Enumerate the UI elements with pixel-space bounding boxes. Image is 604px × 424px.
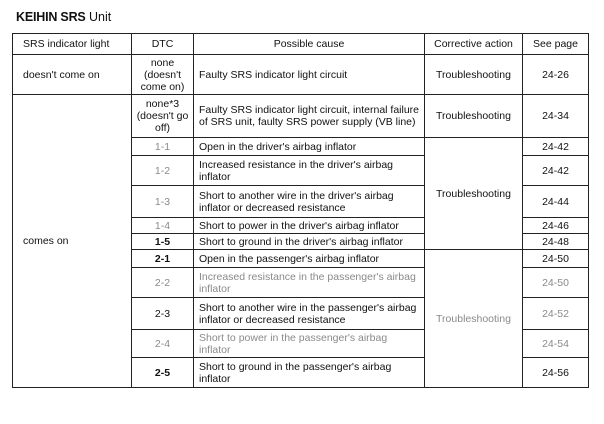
page-cell: 24-56 [523,358,589,388]
page-cell: 24-44 [523,186,589,218]
dtc-cell: 1-4 [132,218,194,234]
dtc-cell: 1-1 [132,138,194,156]
cause-cell: Open in the passenger's airbag inflator [194,250,425,268]
light-state-off: doesn't come on [13,55,132,95]
cause-cell: Faulty SRS indicator light circuit, internal failure of SRS unit, faulty SRS power supply (VB line) [194,95,425,138]
table-row [13,55,589,95]
header-corrective-action: Corrective action [425,34,523,55]
cause-cell: Short to ground in the passenger's airbag inflator [194,358,425,388]
heading-suffix: Unit [85,10,112,24]
cause-cell: Short to power in the passenger's airbag inflator [194,330,425,358]
page-cell: 24-48 [523,234,589,250]
page-cell: 24-50 [523,268,589,298]
dtc-cell: none*3 (doesn't go off) [132,95,194,138]
cause-cell: Short to ground in the driver's airbag inflator [194,234,425,250]
page-cell: 24-46 [523,218,589,234]
heading-brand: KEIHIN SRS [16,10,86,24]
document-heading [16,10,111,24]
page-cell: 24-34 [523,95,589,138]
srs-dtc-table [12,33,589,388]
cause-cell: Short to another wire in the driver's airbag inflator or decreased resistance [194,186,425,218]
cause-cell: Short to power in the driver's airbag inflator [194,218,425,234]
dtc-cell: 1-3 [132,186,194,218]
cause-cell: Increased resistance in the driver's airbag inflator [194,156,425,186]
page-cell: 24-54 [523,330,589,358]
header-see-page: See page [523,34,589,55]
cause-cell: Short to another wire in the passenger's airbag inflator or decreased resistance [194,298,425,330]
page-cell: 24-50 [523,250,589,268]
dtc-cell: 1-5 [132,234,194,250]
action-cell-driver: Troubleshooting [425,138,523,250]
dtc-cell: 2-1 [132,250,194,268]
light-state-on: comes on [13,95,132,388]
header-possible-cause: Possible cause [194,34,425,55]
page-cell: 24-42 [523,138,589,156]
dtc-cell: 2-5 [132,358,194,388]
dtc-cell: 2-4 [132,330,194,358]
dtc-cell: none (doesn't come on) [132,55,194,95]
table-header-row [13,34,589,55]
cause-cell: Faulty SRS indicator light circuit [194,55,425,95]
page-cell: 24-52 [523,298,589,330]
cause-cell: Open in the driver's airbag inflator [194,138,425,156]
table-row [13,95,589,138]
dtc-cell: 2-3 [132,298,194,330]
header-dtc: DTC [132,34,194,55]
action-cell: Troubleshooting [425,95,523,138]
header-indicator-light: SRS indicator light [13,34,132,55]
cause-cell: Increased resistance in the passenger's airbag inflator [194,268,425,298]
dtc-cell: 1-2 [132,156,194,186]
page-cell: 24-42 [523,156,589,186]
dtc-cell: 2-2 [132,268,194,298]
action-cell: Troubleshooting [425,55,523,95]
page-cell: 24-26 [523,55,589,95]
action-cell-passenger: Troubleshooting [425,250,523,388]
